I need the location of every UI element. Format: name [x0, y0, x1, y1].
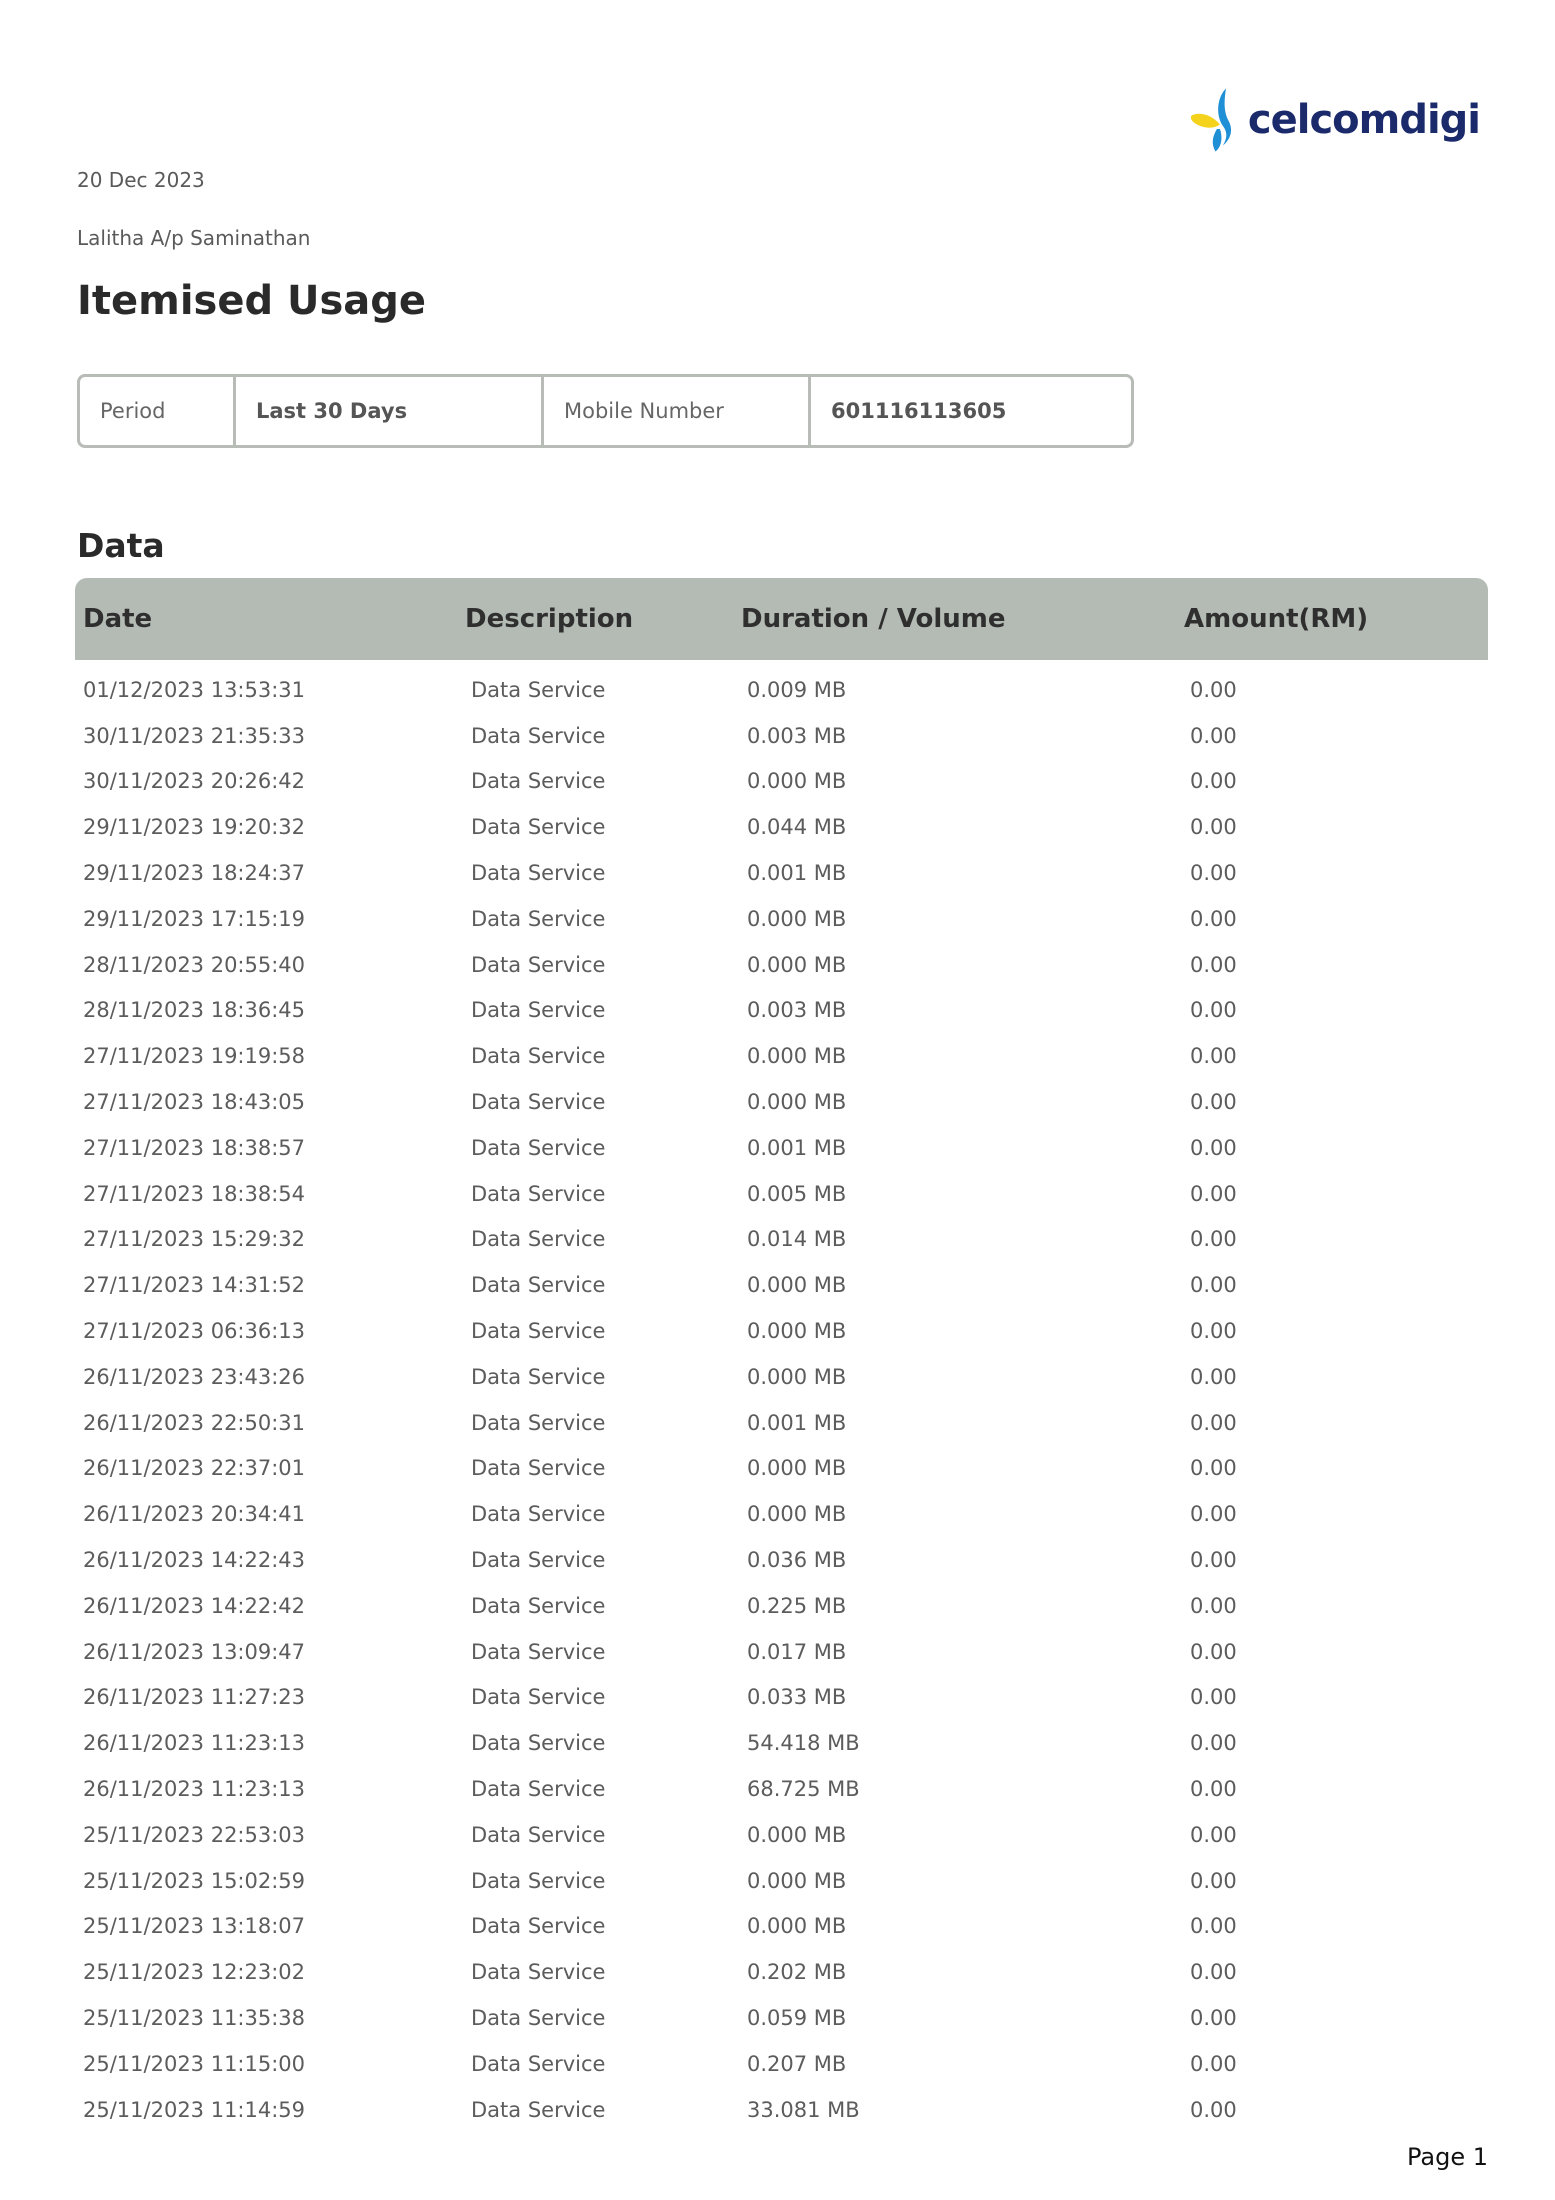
row-description: Data Service	[471, 1914, 606, 1939]
row-date: 25/11/2023 11:15:00	[83, 2051, 306, 2076]
row-amount: 0.00	[1190, 769, 1237, 794]
row-description: Data Service	[471, 952, 606, 977]
table-row	[0, 713, 1555, 759]
customer-name: Lalitha A/p Saminathan	[77, 226, 311, 250]
row-description: Data Service	[471, 2097, 606, 2122]
row-volume: 0.000 MB	[747, 1364, 847, 1389]
row-amount: 0.00	[1190, 1777, 1237, 1802]
period-label: Period	[80, 377, 236, 445]
row-date: 26/11/2023 23:43:26	[83, 1364, 306, 1389]
table-row	[0, 1904, 1555, 1950]
table-row	[0, 1079, 1555, 1125]
row-date: 26/11/2023 11:23:13	[83, 1777, 306, 1802]
column-header-date: Date	[83, 604, 153, 634]
column-header-amount: Amount(RM)	[1184, 604, 1369, 634]
row-amount: 0.00	[1190, 1502, 1237, 1527]
row-volume: 0.001 MB	[747, 1410, 847, 1435]
row-amount: 0.00	[1190, 1456, 1237, 1481]
row-amount: 0.00	[1190, 1044, 1237, 1069]
row-amount: 0.00	[1190, 861, 1237, 886]
row-description: Data Service	[471, 2006, 606, 2030]
row-volume: 0.000 MB	[747, 952, 847, 977]
row-volume: 0.014 MB	[747, 1227, 847, 1252]
row-amount: 0.00	[1190, 815, 1237, 840]
row-volume: 0.000 MB	[747, 1319, 847, 1344]
page-number: Page 1	[1407, 2143, 1488, 2171]
row-date: 25/11/2023 15:02:59	[83, 1868, 306, 1893]
row-volume: 68.725 MB	[747, 1777, 860, 1802]
table-row	[0, 1812, 1555, 1858]
row-amount: 0.00	[1190, 998, 1237, 1023]
row-amount: 0.00	[1190, 1914, 1237, 1939]
row-date: 25/11/2023 11:14:59	[83, 2097, 306, 2122]
table-row	[0, 667, 1555, 713]
row-volume: 0.000 MB	[747, 1044, 847, 1069]
row-amount: 0.00	[1190, 1822, 1237, 1847]
row-date: 01/12/2023 13:53:31	[83, 677, 306, 702]
row-volume: 0.000 MB	[747, 906, 847, 931]
row-date: 29/11/2023 19:20:32	[83, 815, 306, 840]
row-description: Data Service	[471, 1868, 606, 1893]
row-volume: 0.000 MB	[747, 1822, 847, 1847]
row-amount: 0.00	[1190, 1181, 1237, 1206]
column-header-description: Description	[465, 604, 634, 634]
table-row	[0, 759, 1555, 805]
row-date: 25/11/2023 22:53:03	[83, 1822, 306, 1847]
row-volume: 0.001 MB	[747, 861, 847, 886]
row-description: Data Service	[471, 815, 606, 840]
row-description: Data Service	[471, 677, 606, 702]
period-value: Last 30 Days	[236, 377, 544, 445]
table-row	[0, 988, 1555, 1034]
table-row	[0, 804, 1555, 850]
row-description: Data Service	[471, 1456, 606, 1481]
row-volume: 0.036 MB	[747, 1548, 847, 1573]
table-row	[0, 1262, 1555, 1308]
mobile-number-value: 601116113605	[831, 399, 1007, 423]
row-description: Data Service	[471, 1090, 606, 1115]
row-date: 26/11/2023 22:37:01	[83, 1456, 306, 1481]
row-date: 30/11/2023 21:35:33	[83, 723, 306, 748]
row-date: 26/11/2023 14:22:43	[83, 1548, 306, 1573]
celcomdigi-butterfly-logo-icon	[1190, 74, 1250, 166]
table-row	[0, 1720, 1555, 1766]
row-volume: 0.000 MB	[747, 1868, 847, 1893]
row-volume: 0.059 MB	[747, 2006, 847, 2030]
row-date: 27/11/2023 18:43:05	[83, 1090, 306, 1115]
row-date: 30/11/2023 20:26:42	[83, 769, 306, 794]
row-volume: 0.017 MB	[747, 1639, 847, 1664]
brand-name: celcomdigi	[1247, 97, 1480, 143]
row-amount: 0.00	[1190, 1548, 1237, 1573]
row-description: Data Service	[471, 1135, 606, 1160]
row-date: 25/11/2023 12:23:02	[83, 1960, 306, 1985]
row-volume: 0.000 MB	[747, 1273, 847, 1298]
row-volume: 0.009 MB	[747, 677, 847, 702]
row-date: 29/11/2023 17:15:19	[83, 906, 306, 931]
row-date: 27/11/2023 18:38:57	[83, 1135, 306, 1160]
row-description: Data Service	[471, 1410, 606, 1435]
row-amount: 0.00	[1190, 906, 1237, 931]
row-description: Data Service	[471, 1960, 606, 1985]
row-description: Data Service	[471, 1639, 606, 1664]
row-amount: 0.00	[1190, 1731, 1237, 1756]
row-description: Data Service	[471, 1502, 606, 1527]
row-amount: 0.00	[1190, 723, 1237, 748]
row-date: 26/11/2023 13:09:47	[83, 1639, 306, 1664]
row-description: Data Service	[471, 723, 606, 748]
table-row	[0, 1766, 1555, 1812]
row-description: Data Service	[471, 1593, 606, 1618]
row-amount: 0.00	[1190, 1319, 1237, 1344]
row-description: Data Service	[471, 2051, 606, 2076]
row-volume: 0.000 MB	[747, 1502, 847, 1527]
row-description: Data Service	[471, 1227, 606, 1252]
table-row	[0, 1308, 1555, 1354]
row-date: 26/11/2023 20:34:41	[83, 1502, 306, 1527]
row-amount: 0.00	[1190, 1868, 1237, 1893]
row-date: 29/11/2023 18:24:37	[83, 861, 306, 886]
column-header-duration-volume: Duration / Volume	[741, 604, 1006, 634]
row-description: Data Service	[471, 1181, 606, 1206]
table-row	[0, 1583, 1555, 1629]
row-date: 26/11/2023 11:23:13	[83, 1731, 306, 1756]
row-volume: 0.005 MB	[747, 1181, 847, 1206]
row-volume: 0.000 MB	[747, 1090, 847, 1115]
row-description: Data Service	[471, 1822, 606, 1847]
row-amount: 0.00	[1190, 677, 1237, 702]
table-row	[0, 1629, 1555, 1675]
section-title-data: Data	[77, 526, 165, 565]
row-volume: 0.000 MB	[747, 1456, 847, 1481]
row-description: Data Service	[471, 1044, 606, 1069]
row-volume: 0.207 MB	[747, 2051, 847, 2076]
row-date: 26/11/2023 22:50:31	[83, 1410, 306, 1435]
row-description: Data Service	[471, 906, 606, 931]
account-info-box	[77, 374, 1134, 448]
row-date: 27/11/2023 18:38:54	[83, 1181, 306, 1206]
table-row	[0, 850, 1555, 896]
usage-table-body	[0, 667, 1555, 2133]
row-amount: 0.00	[1190, 1273, 1237, 1298]
table-row	[0, 896, 1555, 942]
row-amount: 0.00	[1190, 1364, 1237, 1389]
row-date: 27/11/2023 15:29:32	[83, 1227, 306, 1252]
row-amount: 0.00	[1190, 1410, 1237, 1435]
row-amount: 0.00	[1190, 1685, 1237, 1710]
table-row	[0, 1446, 1555, 1492]
row-volume: 0.000 MB	[747, 769, 847, 794]
row-date: 25/11/2023 11:35:38	[83, 2006, 306, 2030]
row-date: 25/11/2023 13:18:07	[83, 1914, 306, 1939]
table-row	[0, 1033, 1555, 1079]
row-volume: 0.225 MB	[747, 1593, 847, 1618]
row-description: Data Service	[471, 1364, 606, 1389]
row-volume: 54.418 MB	[747, 1731, 860, 1756]
row-amount: 0.00	[1190, 1639, 1237, 1664]
table-row	[0, 1675, 1555, 1721]
row-description: Data Service	[471, 1273, 606, 1298]
row-volume: 0.003 MB	[747, 998, 847, 1023]
table-row	[0, 1858, 1555, 1904]
row-volume: 0.001 MB	[747, 1135, 847, 1160]
row-volume: 0.000 MB	[747, 1914, 847, 1939]
row-volume: 0.033 MB	[747, 1685, 847, 1710]
row-amount: 0.00	[1190, 1960, 1237, 1985]
page-title: Itemised Usage	[77, 278, 427, 324]
table-row	[0, 1491, 1555, 1537]
table-row	[0, 1125, 1555, 1171]
table-row	[0, 2087, 1555, 2133]
row-description: Data Service	[471, 1777, 606, 1802]
row-amount: 0.00	[1190, 1135, 1237, 1160]
row-volume: 0.044 MB	[747, 815, 847, 840]
row-description: Data Service	[471, 1319, 606, 1344]
table-row	[0, 942, 1555, 988]
row-date: 28/11/2023 18:36:45	[83, 998, 306, 1023]
row-description: Data Service	[471, 769, 606, 794]
row-description: Data Service	[471, 1685, 606, 1710]
table-row	[0, 1995, 1555, 2041]
table-row	[0, 1171, 1555, 1217]
mobile-number-label: Mobile Number	[544, 377, 811, 445]
row-volume: 0.202 MB	[747, 1960, 847, 1985]
brand-logo	[1190, 74, 1480, 166]
row-date: 28/11/2023 20:55:40	[83, 952, 306, 977]
row-volume: 0.003 MB	[747, 723, 847, 748]
row-date: 27/11/2023 06:36:13	[83, 1319, 306, 1344]
row-amount: 0.00	[1190, 1090, 1237, 1115]
row-amount: 0.00	[1190, 2051, 1237, 2076]
document-date: 20 Dec 2023	[77, 168, 205, 192]
table-row	[0, 1949, 1555, 1995]
row-date: 26/11/2023 11:27:23	[83, 1685, 306, 1710]
row-amount: 0.00	[1190, 2006, 1237, 2030]
row-amount: 0.00	[1190, 1593, 1237, 1618]
row-description: Data Service	[471, 1731, 606, 1756]
table-row	[0, 1354, 1555, 1400]
row-amount: 0.00	[1190, 1227, 1237, 1252]
table-header	[75, 578, 1488, 660]
row-volume: 33.081 MB	[747, 2097, 860, 2122]
table-row	[0, 1217, 1555, 1263]
row-amount: 0.00	[1190, 952, 1237, 977]
row-amount: 0.00	[1190, 2097, 1237, 2122]
row-description: Data Service	[471, 1548, 606, 1573]
row-description: Data Service	[471, 861, 606, 886]
table-row	[0, 1537, 1555, 1583]
row-date: 27/11/2023 14:31:52	[83, 1273, 306, 1298]
table-row	[0, 2041, 1555, 2087]
row-date: 27/11/2023 19:19:58	[83, 1044, 306, 1069]
row-date: 26/11/2023 14:22:42	[83, 1593, 306, 1618]
row-description: Data Service	[471, 998, 606, 1023]
table-row	[0, 1400, 1555, 1446]
